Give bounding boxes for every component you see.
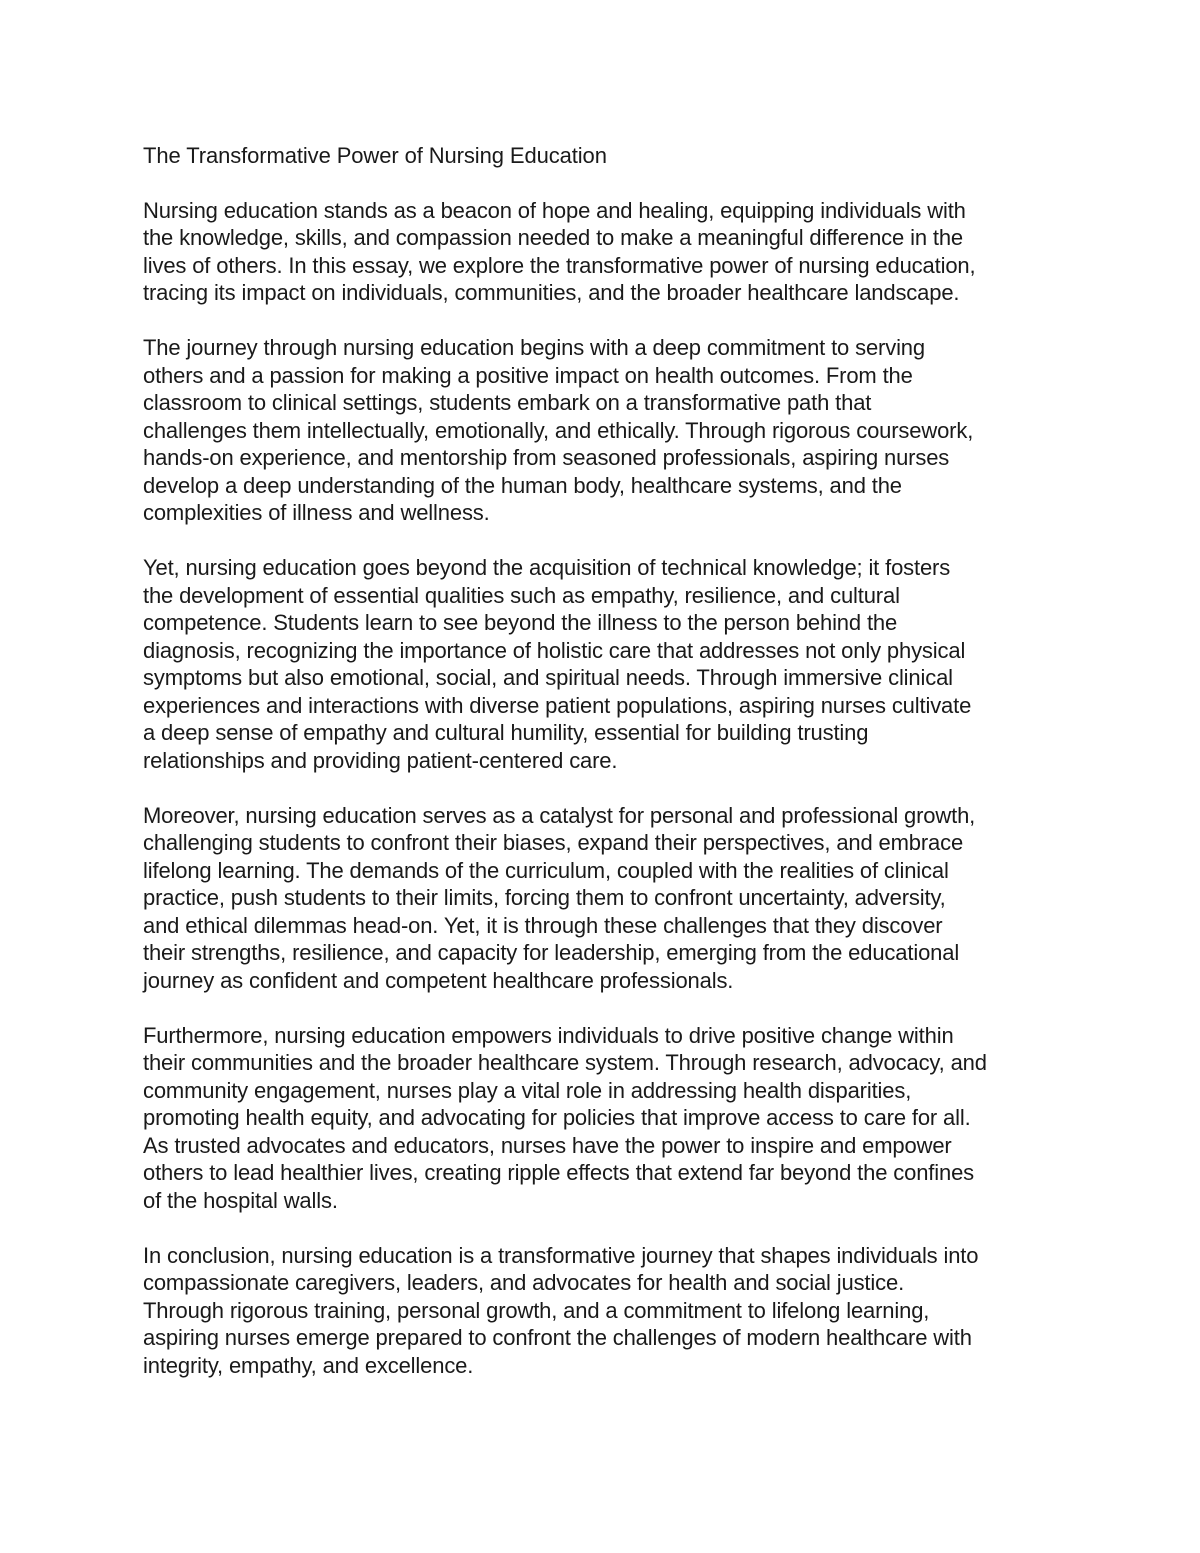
paragraph-journey <box>143 334 1073 527</box>
paragraph-line: diagnosis, recognizing the importance of holistic care that addresses not only physical <box>143 637 966 663</box>
paragraph-line: community engagement, nurses play a vital role in addressing health disparities, <box>143 1077 912 1103</box>
paragraph-line: the knowledge, skills, and compassion needed to make a meaningful difference in the <box>143 225 963 250</box>
paragraph-qualities <box>143 554 1073 774</box>
paragraph-line: competence. Students learn to see beyond the illness to the person behind the <box>143 610 898 635</box>
paragraph-line: The journey through nursing education begins with a deep commitment to serving <box>143 335 925 360</box>
paragraph-line: Nursing education stands as a beacon of hope and healing, equipping individuals with <box>143 197 966 223</box>
paragraph-line: Furthermore, nursing education empowers individuals to drive positive change within <box>143 1022 954 1048</box>
paragraph-line: others and a passion for making a positive impact on health outcomes. From the <box>143 362 913 388</box>
paragraph-line: integrity, empathy, and excellence. <box>143 1352 474 1378</box>
document-page <box>143 142 1073 1407</box>
paragraph-line: lifelong learning. The demands of the curriculum, coupled with the realities of clinical <box>143 857 949 883</box>
paragraph-line: symptoms but also emotional, social, and spiritual needs. Through immersive clinical <box>143 665 953 690</box>
document-title: The Transformative Power of Nursing Education <box>143 143 607 168</box>
paragraph-line: relationships and providing patient-centered care. <box>143 747 618 773</box>
paragraph-line: compassionate caregivers, leaders, and advocates for health and social justice. <box>143 1270 905 1295</box>
paragraph-line: challenging students to confront their biases, expand their perspectives, and embrace <box>143 830 964 855</box>
paragraph-line: experiences and interactions with diverse patient populations, aspiring nurses cultivate <box>143 692 972 718</box>
paragraph-line: and ethical dilemmas head-on. Yet, it is through these challenges that they discover <box>143 912 943 938</box>
paragraph-line: Moreover, nursing education serves as a catalyst for personal and professional growth, <box>143 802 976 828</box>
paragraph-line: journey as confident and competent healthcare professionals. <box>143 967 734 993</box>
paragraph-line: Yet, nursing education goes beyond the acquisition of technical knowledge; it fosters <box>143 555 951 580</box>
paragraph-line: challenges them intellectually, emotionally, and ethically. Through rigorous coursework, <box>143 417 974 443</box>
paragraph-line: tracing its impact on individuals, communities, and the broader healthcare landscape. <box>143 280 960 305</box>
paragraph-line: lives of others. In this essay, we explore the transformative power of nursing education, <box>143 252 976 278</box>
paragraph-line: others to lead healthier lives, creating ripple effects that extend far beyond the confines <box>143 1160 975 1185</box>
paragraph-line: a deep sense of empathy and cultural humility, essential for building trusting <box>143 720 869 745</box>
paragraph-line: classroom to clinical settings, students embark on a transformative path that <box>143 390 872 415</box>
paragraph-line: complexities of illness and wellness. <box>143 500 490 525</box>
paragraph-line: practice, push students to their limits, forcing them to confront uncertainty, adversity, <box>143 885 946 910</box>
paragraph-growth <box>143 802 1073 995</box>
paragraph-line: As trusted advocates and educators, nurses have the power to inspire and empower <box>143 1132 952 1158</box>
paragraph-line: hands-on experience, and mentorship from seasoned professionals, aspiring nurses <box>143 445 950 470</box>
paragraph-line: promoting health equity, and advocating for policies that improve access to care for all. <box>143 1105 971 1130</box>
paragraph-community <box>143 1022 1073 1215</box>
paragraph-line: aspiring nurses emerge prepared to confront the challenges of modern healthcare with <box>143 1325 972 1350</box>
paragraph-line: Through rigorous training, personal growth, and a commitment to lifelong learning, <box>143 1297 930 1323</box>
paragraph-line: their strengths, resilience, and capacity for leadership, emerging from the educational <box>143 940 960 965</box>
paragraph-line: develop a deep understanding of the human body, healthcare systems, and the <box>143 472 902 498</box>
paragraph-line: In conclusion, nursing education is a transformative journey that shapes individuals into <box>143 1242 979 1268</box>
paragraph-line: the development of essential qualities such as empathy, resilience, and cultural <box>143 582 900 608</box>
paragraph-line: their communities and the broader healthcare system. Through research, advocacy, and <box>143 1050 987 1075</box>
paragraph-introduction <box>143 197 1073 307</box>
paragraph-line: of the hospital walls. <box>143 1187 338 1213</box>
paragraph-conclusion <box>143 1242 1073 1380</box>
